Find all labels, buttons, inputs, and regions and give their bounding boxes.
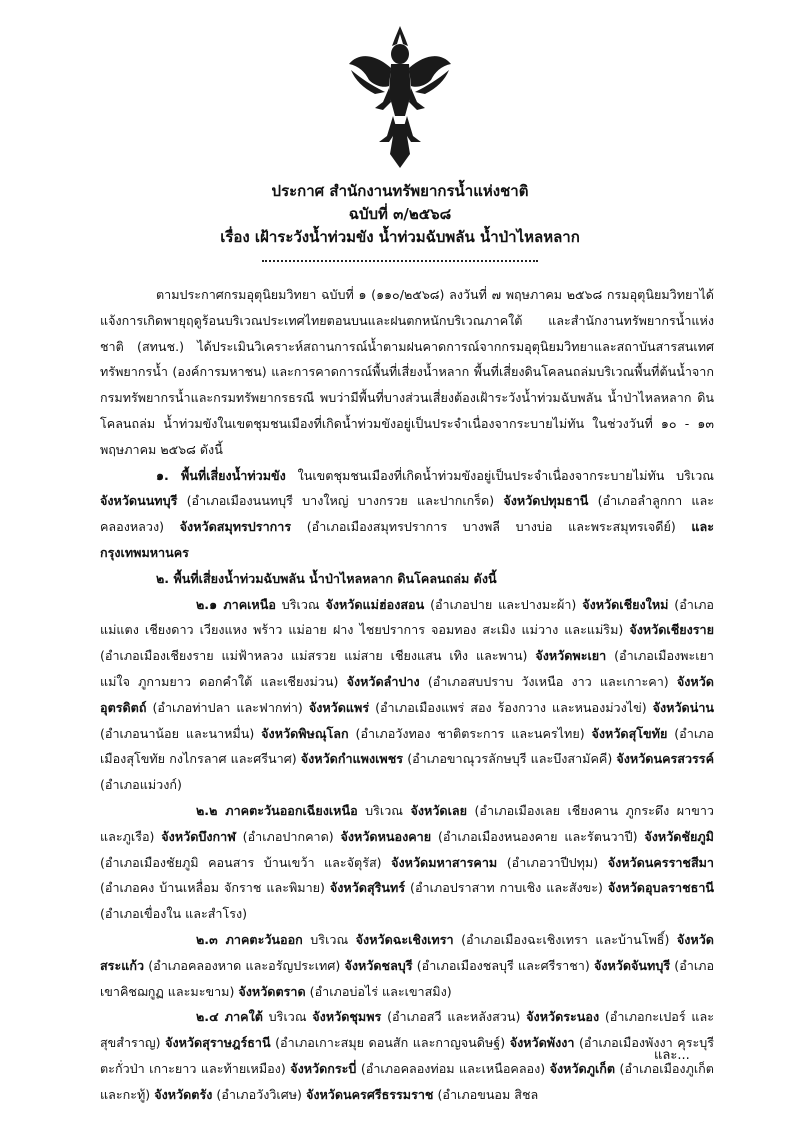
issue-number: ฉบับที่ ๓/๒๕๖๘	[348, 205, 452, 223]
section-2-4-paragraph: ๒.๔ ภาคใต้ บริเวณ จังหวัดชุมพร (อำเภอสวี และหลังสวน) จังหวัดระนอง (อำเภอกะเปอร์ และสุขสำราญ) จังหวัดสุราษฎร์ธานี (อำเภอเกาะสมุย ดอนสัก และกาญจนดิษฐ์) จังหวัดพังงา (อำเภอเมืองพังงา คุระบุรี ตะกั่วป่า เกาะยาว และท้ายเหมือง) จังหวัดกระบี่ (อำเภอคลองท่อม และเหนือคลอง) จังหวัดภูเก็ต (อำเภอเมืองภูเก็ต และกะทู้) จังหวัดตรัง (อำเภอวังวิเศษ) จังหวัดนครศรีธรรมราช (อำเภอขนอม สิชล	[100, 1009, 714, 1102]
section-2-2-paragraph: ๒.๒ ภาคตะวันออกเฉียงเหนือ บริเวณ จังหวัดเลย (อำเภอเมืองเลย เชียงคาน ภูกระดึง ผาขาว และภูเรือ) จังหวัดบึงกาฬ (อำเภอปากคาด) จังหวัดหนองคาย (อำเภอเมืองหนองคาย และรัตนวาปี) จังหวัดชัยภูมิ (อำเภอเมืองชัยภูมิ คอนสาร บ้านเขว้า และจัตุรัส) จังหวัดมหาสารคาม (อำเภอวาปีปทุม) จังหวัดนครราชสีมา (อำเภอคง บ้านเหลื่อม จักราช และพิมาย) จังหวัดสุรินทร์ (อำเภอปราสาท กาบเชิง และสังขะ) จังหวัดอุบลราชธานี (อำเภอเขื่องใน และสำโรง)	[100, 802, 715, 922]
section-2-1-paragraph: ๒.๑ ภาคเหนือ บริเวณ จังหวัดแม่ฮ่องสอน (อำเภอปาย และปางมะผ้า) จังหวัดเชียงใหม่ (อำเภอแม่แตง เชียงดาว เวียงแหง พร้าว แม่อาย ฝาง ไชยปราการ จอมทอง สะเมิง แม่วาง และแม่ริม) จังหวัดเชียงราย (อำเภอเมืองเชียงราย แม่ฟ้าหลวง แม่สรวย แม่สาย เชียงแสน เทิง และพาน) จังหวัดพะเยา (อำเภอเมืองพะเยา แม่ใจ ภูกามยาว ดอกคำใต้ และเชียงม่วน) จังหวัดลำปาง (อำเภอสบปราบ วังเหนือ งาว และเกาะคา) จังหวัดอุตรดิตถ์ (อำเภอท่าปลา และฟากท่า) จังหวัดแพร่ (อำเภอเมืองแพร่ สอง ร้องกวาง และหนองม่วงไข่) จังหวัดน่าน (อำเภอนาน้อย และนาหมื่น) จังหวัดพิษณุโลก (อำเภอวังทอง ชาติตระการ และนครไทย) จังหวัดสุโขทัย (อำเภอเมืองสุโขทัย กงไกรลาศ และศรีนาศ) จังหวัดกำแพงเพชร (อำเภอขาณุวรลักษบุรี และบึงสามัคคี) จังหวัดนครสวรรค์ (อำเภอแม่วงก์)	[100, 596, 714, 793]
dotted-divider	[262, 260, 538, 262]
announcement-header	[100, 180, 700, 249]
section-2-paragraph	[100, 566, 714, 592]
subject-title: เรื่อง เฝ้าระวังน้ำท่วมขัง น้ำท่วมฉับพลัน น้ำป่าไหลหลาก	[220, 228, 580, 246]
section-1-paragraph: ๑. พื้นที่เสี่ยงน้ำท่วมขัง ในเขตชุมชนเมืองที่เกิดน้ำท่วมขังอยู่เป็นประจำเนื่องจากระบายไม่ทัน บริเวณ จังหวัดนนทบุรี (อำเภอเมืองนนทบุรี บางใหญ่ บางกรวย และปากเกร็ด) จังหวัดปทุมธานี (อำเภอลำลูกกา และคลองหลวง) จังหวัดสมุทรปราการ (อำเภอเมืองสมุทรปราการ บางพลี บางบ่อ และพระสมุทรเจดีย์) และกรุงเทพมหานคร	[100, 467, 715, 560]
section-2-3-region: ๒.๓ ภาคตะวันออก	[196, 931, 303, 947]
issuer-title: ประกาศ สำนักงานทรัพยากรน้ำแห่งชาติ	[271, 182, 529, 200]
section-2-2-region: ๒.๒ ภาคตะวันออกเฉียงเหนือ	[196, 802, 358, 818]
announcement-body	[100, 282, 714, 1108]
section-2-3-paragraph: ๒.๓ ภาคตะวันออก บริเวณ จังหวัดฉะเชิงเทรา (อำเภอเมืองฉะเชิงเทรา และบ้านโพธิ์) จังหวัดสระแก้ว (อำเภอคลองหาด และอรัญประเทศ) จังหวัดชลบุรี (อำเภอเมืองชลบุรี และศรีราชา) จังหวัดจันทบุรี (อำเภอเขาคิชฌกูฏ และมะขาม) จังหวัดตราด (อำเภอบ่อไร่ และเขาสมิง)	[100, 931, 715, 999]
section-2-title: ๒. พื้นที่เสี่ยงน้ำท่วมฉับพลัน น้ำป่าไหลหลาก ดินโคลนถล่ม ดังนี้	[156, 570, 497, 586]
garuda-emblem	[345, 24, 455, 174]
section-2-1-region: ๒.๑ ภาคเหนือ	[196, 596, 276, 612]
continued-marker: และ...	[654, 1048, 690, 1063]
intro-paragraph: ตามประกาศกรมอุตุนิยมวิทยา ฉบับที่ ๑ (๑๑๐/๒๕๖๘) ลงวันที่ ๗ พฤษภาคม ๒๕๖๘ กรมอุตุนิยมวิทยาได้แจ้งการเกิดพายุฤดูร้อนบริเวณประเทศไทยตอนบนและฝนตกหนักบริเวณภาคใต้ และสำนักงานทรัพยากรน้ำแห่งชาติ (สทนช.) ได้ประเมินวิเคราะห์สถานการณ์น้ำตามฝนคาดการณ์จากกรมอุตุนิยมวิทยาและสถาบันสารสนเทศทรัพยากรน้ำ (องค์การมหาชน) และการคาดการณ์พื้นที่เสี่ยงน้ำหลาก พื้นที่เสี่ยงดินโคลนถล่มบริเวณพื้นที่ต้นน้ำจากกรมทรัพยากรน้ำและกรมทรัพยากรธรณี พบว่ามีพื้นที่บางส่วนเสี่ยงต้องเฝ้าระวังน้ำท่วมฉับพลัน น้ำป่าไหลหลาก ดินโคลนถล่ม น้ำท่วมขังในเขตชุมชนเมืองที่เกิดน้ำท่วมขังอยู่เป็นประจำเนื่องจากระบายไม่ทัน ในช่วงวันที่ ๑๐ - ๑๓ พฤษภาคม ๒๕๖๘ ดังนี้	[100, 287, 714, 457]
section-1-title: ๑. พื้นที่เสี่ยงน้ำท่วมขัง	[156, 467, 286, 483]
section-2-4-region: ๒.๔ ภาคใต้	[196, 1009, 263, 1025]
